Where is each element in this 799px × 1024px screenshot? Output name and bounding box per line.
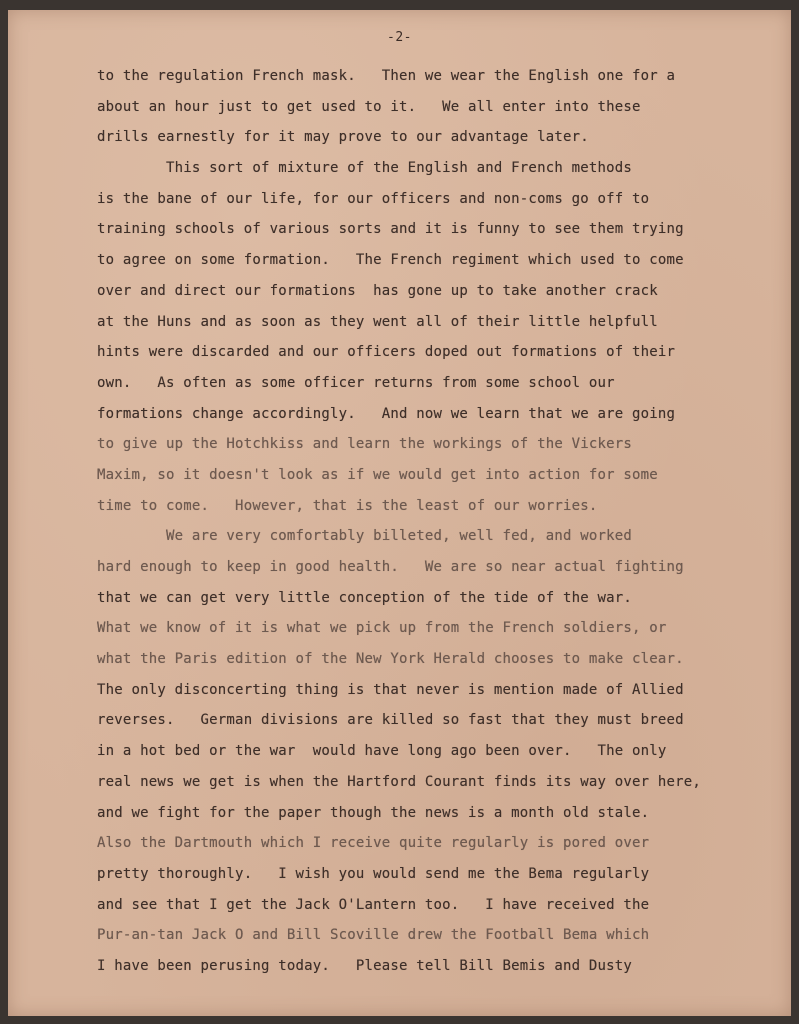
text-line-11: own. As often as some officer returns from some school our xyxy=(97,374,615,391)
text-line-2: about an hour just to get used to it. We all enter into these xyxy=(97,98,641,115)
text-line-12: formations change accordingly. And now we learn that we are going xyxy=(97,405,676,422)
letter-body xyxy=(97,61,777,982)
text-line-10: hints were discarded and our officers doped out formations of their xyxy=(97,344,676,361)
text-line-17: hard enough to keep in good health. We are so near actual fighting xyxy=(97,559,684,575)
text-line-6: training schools of various sorts and it is funny to see them trying xyxy=(97,221,684,238)
text-line-15: time to come. However, that is the least of our worries. xyxy=(97,497,598,514)
text-line-3: drills earnestly for it may prove to our advantage later. xyxy=(97,129,589,146)
text-line-5: is the bane of our life, for our officers and non-coms go off to xyxy=(97,190,650,207)
text-line-13: to give up the Hotchkiss and learn the workings of the Vickers xyxy=(97,436,632,453)
text-line-16: We are very comfortably billeted, well fed, and worked xyxy=(97,528,632,545)
text-line-9: at the Huns and as soon as they went all of their little helpfull xyxy=(97,313,658,330)
text-line-28: and see that I get the Jack O'Lantern too. I have received the xyxy=(97,896,650,913)
page-number: -2- xyxy=(387,30,412,45)
text-line-24: real news we get is when the Hartford Courant finds its way over here, xyxy=(97,773,702,790)
text-line-29: Pur-an-tan Jack O and Bill Scoville drew the Football Bema which xyxy=(97,927,650,944)
text-line-1: to the regulation French mask. Then we wear the English one for a xyxy=(97,68,676,84)
text-line-22: reverses. German divisions are killed so fast that they must breed xyxy=(97,712,684,729)
text-line-19: What we know of it is what we pick up from the French soldiers, or xyxy=(97,620,667,637)
text-line-14: Maxim, so it doesn't look as if we would get into action for some xyxy=(97,466,658,483)
text-line-30: I have been perusing today. Please tell Bill Bemis and Dusty xyxy=(97,957,632,974)
text-line-18: that we can get very little conception of the tide of the war. xyxy=(97,589,632,606)
text-line-27: pretty thoroughly. I wish you would send me the Bema regularly xyxy=(97,865,650,882)
text-line-26: Also the Dartmouth which I receive quite regularly is pored over xyxy=(97,835,650,852)
text-line-25: and we fight for the paper though the news is a month old stale. xyxy=(97,804,650,821)
text-line-4: This sort of mixture of the English and French methods xyxy=(97,160,632,177)
text-line-7: to agree on some formation. The French regiment which used to come xyxy=(97,252,684,269)
text-line-20: what the Paris edition of the New York Herald chooses to make clear. xyxy=(97,651,684,668)
text-line-21: The only disconcerting thing is that never is mention made of Allied xyxy=(97,681,684,698)
text-line-8: over and direct our formations has gone up to take another crack xyxy=(97,282,658,299)
text-line-23: in a hot bed or the war would have long ago been over. The only xyxy=(97,743,667,760)
letter-page xyxy=(8,10,791,1016)
